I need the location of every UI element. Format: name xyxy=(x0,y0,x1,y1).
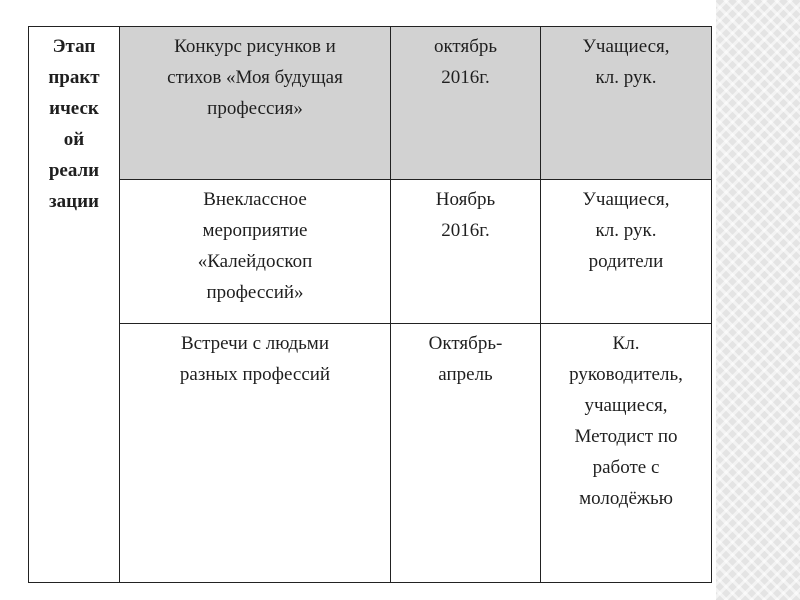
participants-text-line: работе с xyxy=(592,457,660,478)
event-text-line: Конкурс рисунков и xyxy=(174,36,336,57)
participants-text-line: кл. рук. xyxy=(595,67,657,88)
participants-text-line: Учащиеся, xyxy=(582,189,670,210)
date-cell xyxy=(391,27,541,180)
date-text-line: апрель xyxy=(438,364,493,385)
event-cell xyxy=(120,27,391,180)
decorative-side-stripe xyxy=(716,0,800,600)
participants-text-line: Методист по xyxy=(574,426,678,447)
participants-text-line: руководитель, xyxy=(569,364,683,385)
stage-cell xyxy=(29,27,120,583)
table-row xyxy=(29,27,712,180)
date-cell xyxy=(391,180,541,324)
event-text-line: Внеклассное xyxy=(203,189,307,210)
date-text-line: 2016г. xyxy=(441,67,490,88)
date-text-line: Октябрь- xyxy=(428,333,503,354)
participants-text-line: кл. рук. xyxy=(595,220,657,241)
stage-text-line: ическ xyxy=(49,98,99,119)
stage-text-line: зации xyxy=(49,191,99,212)
table-row xyxy=(29,324,712,583)
stage-text-line: Этап xyxy=(52,36,96,57)
participants-text-line: учащиеся, xyxy=(584,395,668,416)
event-text-line: Встречи с людьми xyxy=(181,333,329,354)
event-text-line: профессий» xyxy=(206,282,304,303)
date-text-line: октябрь xyxy=(433,36,498,57)
date-text-line: Ноябрь xyxy=(435,189,496,210)
stage-text-line: ой xyxy=(63,129,85,150)
participants-cell xyxy=(541,324,712,583)
event-text-line: разных профессий xyxy=(179,364,331,385)
event-text-line: стихов «Моя будущая xyxy=(167,67,343,88)
participants-cell xyxy=(541,27,712,180)
plan-table xyxy=(28,26,712,583)
participants-cell xyxy=(541,180,712,324)
event-text-line: мероприятие xyxy=(202,220,308,241)
event-cell xyxy=(120,180,391,324)
event-text-line: профессия» xyxy=(207,98,303,119)
stage-text-line: реали xyxy=(48,160,100,181)
participants-text-line: родители xyxy=(588,251,664,272)
table-row xyxy=(29,180,712,324)
participants-text-line: Кл. xyxy=(612,333,640,354)
event-cell xyxy=(120,324,391,583)
date-cell xyxy=(391,324,541,583)
date-text-line: 2016г. xyxy=(441,220,490,241)
stage-text-line: практ xyxy=(48,67,100,88)
event-text-line: «Калейдоскоп xyxy=(197,251,313,272)
participants-text-line: Учащиеся, xyxy=(582,36,670,57)
participants-text-line: молодёжью xyxy=(579,488,673,509)
